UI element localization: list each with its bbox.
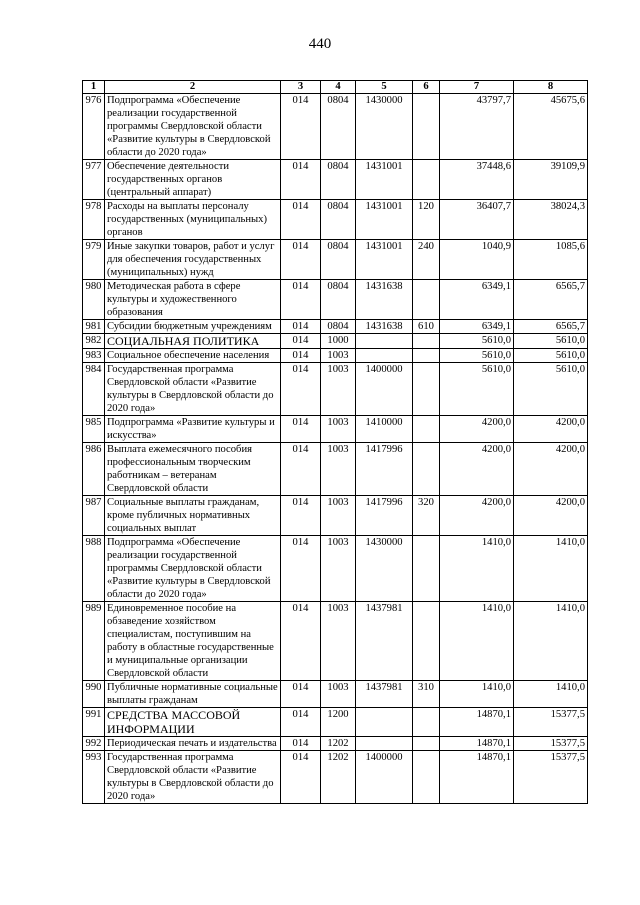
row-code-ministry: 014 xyxy=(281,363,321,416)
table-row xyxy=(83,708,588,737)
row-number: 979 xyxy=(83,240,105,280)
row-code-expense-type: 120 xyxy=(413,200,440,240)
row-code-target: 1431001 xyxy=(356,200,413,240)
row-code-target xyxy=(356,349,413,363)
col-header-4: 4 xyxy=(321,81,356,94)
row-code-expense-type: 320 xyxy=(413,496,440,536)
row-amount-year2: 39109,9 xyxy=(514,160,588,200)
row-name: Государственная программа Свердловской области «Развитие культуры в Свердловской области до 2020 года» xyxy=(105,751,281,804)
row-amount-year2: 38024,3 xyxy=(514,200,588,240)
row-code-section: 1200 xyxy=(321,708,356,737)
row-code-section: 0804 xyxy=(321,200,356,240)
row-code-expense-type xyxy=(413,349,440,363)
row-code-section: 1003 xyxy=(321,496,356,536)
row-amount-year1: 1410,0 xyxy=(440,681,514,708)
table-row xyxy=(83,240,588,280)
row-amount-year1: 36407,7 xyxy=(440,200,514,240)
col-header-5: 5 xyxy=(356,81,413,94)
row-code-section: 1202 xyxy=(321,737,356,751)
row-name: Методическая работа в сфере культуры и художественного образования xyxy=(105,280,281,320)
row-code-ministry: 014 xyxy=(281,349,321,363)
row-code-target: 1430000 xyxy=(356,536,413,602)
row-code-ministry: 014 xyxy=(281,443,321,496)
col-header-7: 7 xyxy=(440,81,514,94)
row-number: 990 xyxy=(83,681,105,708)
page-number: 440 xyxy=(308,36,332,52)
table-row xyxy=(83,416,588,443)
row-amount-year1: 14870,1 xyxy=(440,751,514,804)
row-amount-year1: 6349,1 xyxy=(440,280,514,320)
row-name: Обеспечение деятельности государственных органов (центральный аппарат) xyxy=(105,160,281,200)
row-amount-year2: 6565,7 xyxy=(514,280,588,320)
row-number: 978 xyxy=(83,200,105,240)
row-code-ministry: 014 xyxy=(281,737,321,751)
budget-table xyxy=(82,80,588,804)
col-header-1: 1 xyxy=(83,81,105,94)
row-code-target: 1417996 xyxy=(356,443,413,496)
table-row xyxy=(83,200,588,240)
row-code-expense-type xyxy=(413,416,440,443)
row-code-target: 1431001 xyxy=(356,240,413,280)
row-code-expense-type xyxy=(413,708,440,737)
table-row xyxy=(83,602,588,681)
table-row xyxy=(83,496,588,536)
table-row xyxy=(83,349,588,363)
row-code-target xyxy=(356,737,413,751)
row-number: 976 xyxy=(83,94,105,160)
row-code-expense-type xyxy=(413,280,440,320)
row-code-section: 0804 xyxy=(321,160,356,200)
row-code-expense-type: 240 xyxy=(413,240,440,280)
row-code-ministry: 014 xyxy=(281,160,321,200)
row-amount-year2: 15377,5 xyxy=(514,708,588,737)
row-code-target: 1431001 xyxy=(356,160,413,200)
table-row xyxy=(83,320,588,334)
row-code-target xyxy=(356,334,413,349)
col-header-3: 3 xyxy=(281,81,321,94)
row-name: Подпрограмма «Обеспечение реализации государственной программы Свердловской области «Развитие культуры в Свердловской области до 2020 года» xyxy=(105,94,281,160)
row-name: СРЕДСТВА МАССОВОЙ ИНФОРМАЦИИ xyxy=(105,708,281,737)
row-amount-year2: 5610,0 xyxy=(514,349,588,363)
row-code-section: 1202 xyxy=(321,751,356,804)
row-number: 977 xyxy=(83,160,105,200)
header-row xyxy=(83,81,588,94)
table-row xyxy=(83,363,588,416)
row-code-target: 1430000 xyxy=(356,94,413,160)
table-row xyxy=(83,681,588,708)
row-amount-year1: 1040,9 xyxy=(440,240,514,280)
row-number: 989 xyxy=(83,602,105,681)
row-code-expense-type xyxy=(413,737,440,751)
row-code-section: 0804 xyxy=(321,94,356,160)
row-name: СОЦИАЛЬНАЯ ПОЛИТИКА xyxy=(105,334,281,349)
table-row xyxy=(83,94,588,160)
table-body xyxy=(83,94,588,804)
row-amount-year2: 6565,7 xyxy=(514,320,588,334)
row-name: Субсидии бюджетным учреждениям xyxy=(105,320,281,334)
row-amount-year1: 5610,0 xyxy=(440,334,514,349)
row-amount-year2: 1085,6 xyxy=(514,240,588,280)
row-code-expense-type xyxy=(413,160,440,200)
row-code-ministry: 014 xyxy=(281,416,321,443)
row-code-target: 1431638 xyxy=(356,280,413,320)
row-name: Социальные выплаты гражданам, кроме публичных нормативных социальных выплат xyxy=(105,496,281,536)
row-code-section: 1003 xyxy=(321,363,356,416)
table-row xyxy=(83,334,588,349)
row-name: Расходы на выплаты персоналу государственных (муниципальных) органов xyxy=(105,200,281,240)
row-number: 993 xyxy=(83,751,105,804)
row-code-target: 1431638 xyxy=(356,320,413,334)
row-code-expense-type xyxy=(413,334,440,349)
row-amount-year2: 4200,0 xyxy=(514,443,588,496)
row-code-ministry: 014 xyxy=(281,320,321,334)
row-code-ministry: 014 xyxy=(281,94,321,160)
row-code-section: 0804 xyxy=(321,280,356,320)
row-code-section: 1003 xyxy=(321,536,356,602)
row-amount-year2: 5610,0 xyxy=(514,334,588,349)
row-number: 992 xyxy=(83,737,105,751)
row-amount-year1: 6349,1 xyxy=(440,320,514,334)
row-code-expense-type xyxy=(413,363,440,416)
row-number: 986 xyxy=(83,443,105,496)
row-number: 983 xyxy=(83,349,105,363)
row-code-expense-type xyxy=(413,602,440,681)
col-header-8: 8 xyxy=(514,81,588,94)
row-code-target: 1437981 xyxy=(356,681,413,708)
row-amount-year1: 1410,0 xyxy=(440,536,514,602)
row-code-section: 0804 xyxy=(321,320,356,334)
row-number: 982 xyxy=(83,334,105,349)
row-name: Подпрограмма «Обеспечение реализации государственной программы Свердловской области «Развитие культуры в Свердловской области до 2020 года» xyxy=(105,536,281,602)
col-header-2: 2 xyxy=(105,81,281,94)
row-amount-year1: 4200,0 xyxy=(440,443,514,496)
row-amount-year2: 1410,0 xyxy=(514,536,588,602)
row-name: Государственная программа Свердловской области «Развитие культуры в Свердловской области до 2020 года» xyxy=(105,363,281,416)
row-number: 987 xyxy=(83,496,105,536)
row-name: Социальное обеспечение населения xyxy=(105,349,281,363)
row-code-ministry: 014 xyxy=(281,602,321,681)
row-amount-year1: 5610,0 xyxy=(440,349,514,363)
row-amount-year2: 15377,5 xyxy=(514,737,588,751)
row-amount-year1: 4200,0 xyxy=(440,496,514,536)
row-number: 980 xyxy=(83,280,105,320)
row-number: 991 xyxy=(83,708,105,737)
table-row xyxy=(83,280,588,320)
table-row xyxy=(83,737,588,751)
row-code-ministry: 014 xyxy=(281,280,321,320)
row-code-section: 1003 xyxy=(321,443,356,496)
table-row xyxy=(83,751,588,804)
row-code-target: 1437981 xyxy=(356,602,413,681)
row-code-section: 1003 xyxy=(321,602,356,681)
table-row xyxy=(83,536,588,602)
row-number: 984 xyxy=(83,363,105,416)
row-code-target xyxy=(356,708,413,737)
row-code-expense-type xyxy=(413,536,440,602)
row-amount-year2: 4200,0 xyxy=(514,496,588,536)
row-code-ministry: 014 xyxy=(281,200,321,240)
row-name: Выплата ежемесячного пособия профессиональным творческим работникам – ветеранам Свердловской области xyxy=(105,443,281,496)
row-amount-year1: 37448,6 xyxy=(440,160,514,200)
row-amount-year1: 14870,1 xyxy=(440,708,514,737)
row-number: 985 xyxy=(83,416,105,443)
row-code-ministry: 014 xyxy=(281,708,321,737)
table-row xyxy=(83,160,588,200)
row-amount-year1: 14870,1 xyxy=(440,737,514,751)
row-name: Периодическая печать и издательства xyxy=(105,737,281,751)
row-name: Подпрограмма «Развитие культуры и искусства» xyxy=(105,416,281,443)
row-amount-year2: 45675,6 xyxy=(514,94,588,160)
row-name: Публичные нормативные социальные выплаты гражданам xyxy=(105,681,281,708)
row-code-target: 1410000 xyxy=(356,416,413,443)
row-name: Единовременное пособие на обзаведение хозяйством специалистам, поступившим на работу в областные государственные и муниципальные организации Свердловской области xyxy=(105,602,281,681)
row-code-expense-type: 310 xyxy=(413,681,440,708)
row-code-expense-type xyxy=(413,443,440,496)
row-amount-year2: 5610,0 xyxy=(514,363,588,416)
row-code-ministry: 014 xyxy=(281,240,321,280)
row-code-ministry: 014 xyxy=(281,334,321,349)
row-code-section: 1000 xyxy=(321,334,356,349)
row-code-target: 1417996 xyxy=(356,496,413,536)
row-amount-year2: 1410,0 xyxy=(514,681,588,708)
col-header-6: 6 xyxy=(413,81,440,94)
row-amount-year1: 4200,0 xyxy=(440,416,514,443)
row-code-expense-type xyxy=(413,751,440,804)
row-code-ministry: 014 xyxy=(281,496,321,536)
row-code-section: 1003 xyxy=(321,681,356,708)
row-code-section: 0804 xyxy=(321,240,356,280)
row-code-target: 1400000 xyxy=(356,751,413,804)
row-number: 988 xyxy=(83,536,105,602)
row-code-target: 1400000 xyxy=(356,363,413,416)
row-amount-year2: 4200,0 xyxy=(514,416,588,443)
row-amount-year1: 43797,7 xyxy=(440,94,514,160)
row-code-expense-type: 610 xyxy=(413,320,440,334)
row-code-ministry: 014 xyxy=(281,751,321,804)
row-name: Иные закупки товаров, работ и услуг для обеспечения государственных (муниципальных) нужд xyxy=(105,240,281,280)
row-amount-year1: 1410,0 xyxy=(440,602,514,681)
row-number: 981 xyxy=(83,320,105,334)
row-code-section: 1003 xyxy=(321,349,356,363)
row-amount-year2: 15377,5 xyxy=(514,751,588,804)
row-code-expense-type xyxy=(413,94,440,160)
table-row xyxy=(83,443,588,496)
row-amount-year1: 5610,0 xyxy=(440,363,514,416)
row-code-ministry: 014 xyxy=(281,536,321,602)
row-code-ministry: 014 xyxy=(281,681,321,708)
row-amount-year2: 1410,0 xyxy=(514,602,588,681)
row-code-section: 1003 xyxy=(321,416,356,443)
